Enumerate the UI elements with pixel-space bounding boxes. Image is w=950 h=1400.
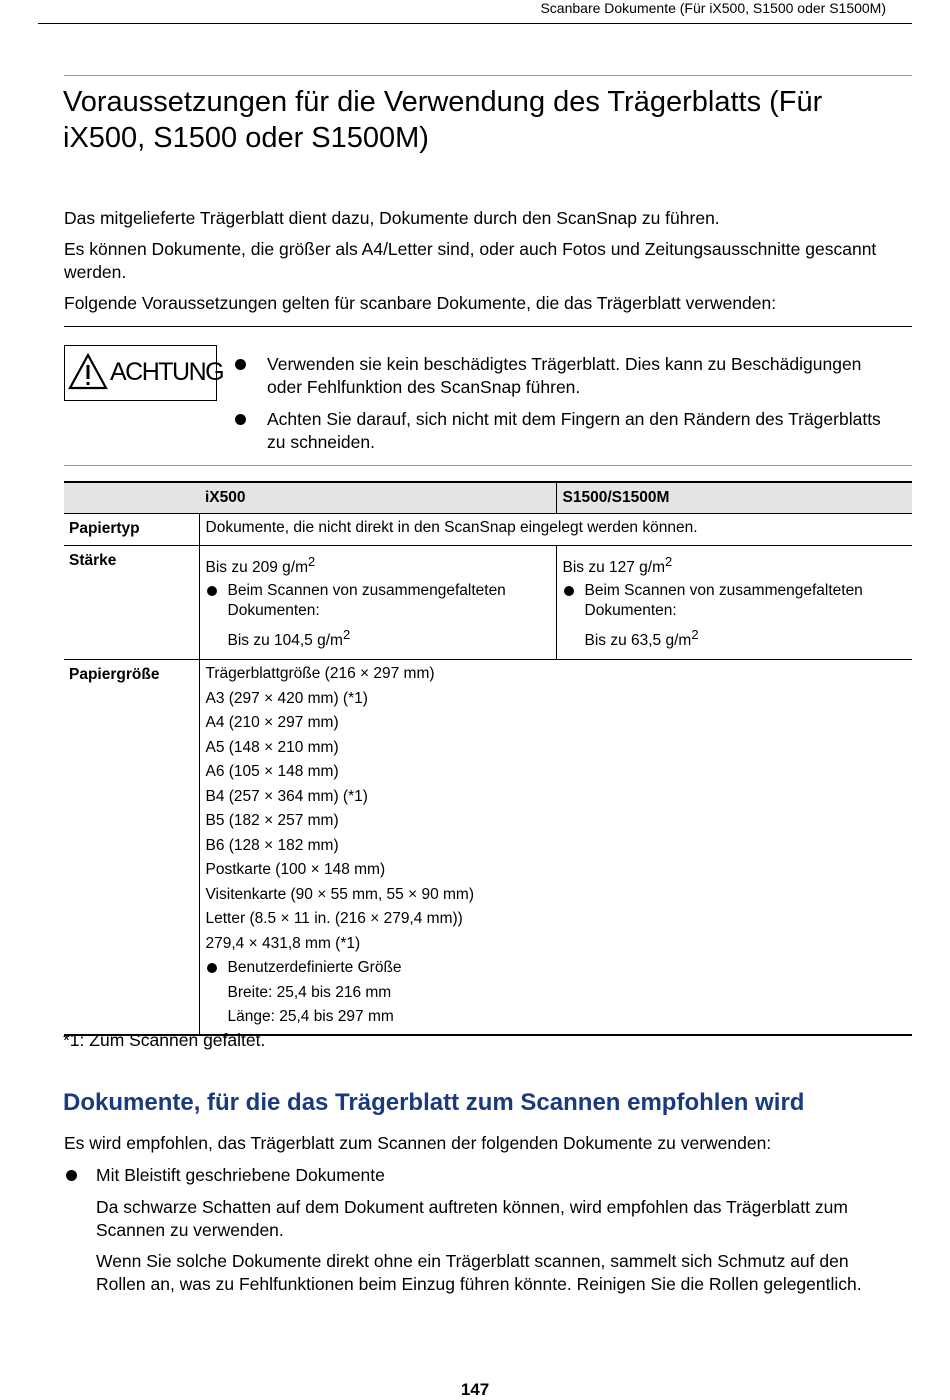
table-row-papiergroesse [64,660,912,1035]
warning-item-2: Achten Sie darauf, sich nicht mit dem Fingern an den Rändern des Trägerblatts zu schneiden. [267,409,881,452]
page-number: 147 [460,1380,490,1399]
running-header: Scanbare Dokumente (Für iX500, S1500 oder S1500M) [540,0,886,16]
custom-size-width: Breite: 25,4 bis 216 mm [227,983,392,1001]
staerke-s1500-sub: Bis zu 63,5 g/m [584,631,692,649]
size-item: B5 (182 × 257 mm) [205,812,339,830]
bullet-icon [207,963,217,973]
bullet-icon [207,586,217,596]
table-row-staerke [64,546,912,660]
table-header-s1500: S1500/S1500M [556,482,912,514]
warning-top-rule [64,326,912,327]
size-item: A3 (297 × 420 mm) (*1) [205,689,368,707]
bullet-icon [66,1170,77,1181]
staerke-s1500-bullet: Beim Scannen von zusammengefalteten Dokumenten: [584,581,863,619]
custom-size-bullet: Benutzerdefinierte Größe [227,959,402,977]
section-paragraph-1: Da schwarze Schatten auf dem Dokument auftreten können, wird empfohlen das Trägerblatt zum Scannen zu verwenden. [96,1197,848,1240]
unit-superscript: 2 [665,554,673,569]
staerke-ix500-main: Bis zu 209 g/m [205,559,309,577]
size-item: Letter (8.5 × 11 in. (216 × 279,4 mm)) [205,910,463,928]
warning-item-1: Verwenden sie kein beschädigtes Trägerblatt. Dies kann zu Beschädigungen oder Fehlfunktion des ScanSnap führen. [267,354,862,397]
staerke-ix500-cell [199,546,556,660]
spec-table [64,481,912,1036]
size-item: A4 (210 × 297 mm) [205,714,339,732]
size-item: A5 (148 × 210 mm) [205,738,339,756]
staerke-ix500-bullet: Beim Scannen von zusammengefalteten Dokumenten: [227,581,506,619]
staerke-s1500-main: Bis zu 127 g/m [562,559,666,577]
table-header-row [64,482,912,514]
warning-bottom-rule [64,465,912,466]
size-item: Postkarte (100 × 148 mm) [205,861,386,879]
papiergroesse-cell [199,660,556,1035]
table-row-papiertyp [64,514,912,546]
unit-superscript: 2 [308,554,316,569]
section-bullet: Mit Bleistift geschriebene Dokumente [96,1165,385,1185]
staerke-ix500-sub: Bis zu 104,5 g/m [227,631,343,649]
custom-size-length: Länge: 25,4 bis 297 mm [227,1008,394,1026]
row-label-papiertyp: Papiertyp [64,514,199,546]
section-heading: Dokumente, für die das Trägerblatt zum Scannen empfohlen wird [63,1089,805,1116]
staerke-s1500-cell [556,546,912,660]
bullet-icon [235,414,246,425]
size-item: B6 (128 × 182 mm) [205,836,339,854]
bullet-icon [564,586,574,596]
intro-paragraph-1: Das mitgelieferte Trägerblatt dient dazu, Dokumente durch den ScanSnap zu führen. [64,208,720,228]
intro-paragraph-2: Es können Dokumente, die größer als A4/Letter sind, oder auch Fotos und Zeitungsausschnitte gescannt werden. [64,239,877,282]
unit-superscript: 2 [342,626,351,642]
unit-superscript: 2 [691,626,699,642]
row-label-staerke: Stärke [64,546,199,660]
size-item: Trägerblattgröße (216 × 297 mm) [205,665,435,683]
table-header-empty [64,482,199,514]
size-item: Visitenkarte (90 × 55 mm, 55 × 90 mm) [205,885,474,903]
warning-label: ACHTUNG [110,358,224,386]
row-label-papiergroesse: Papiergröße [64,660,199,1035]
section-paragraph-2: Wenn Sie solche Dokumente direkt ohne ein Trägerblatt scannen, sammelt sich Schmutz auf den Rollen an, was zu Fehlfunktionen beim Einzug führen könnte. Reinigen Sie die Rollen gelegentlich. [96,1251,862,1294]
size-item: A6 (105 × 148 mm) [205,763,339,781]
warning-triangle-icon [68,352,108,392]
bullet-icon [235,359,246,370]
title-rule [64,75,912,76]
section-intro: Es wird empfohlen, das Trägerblatt zum Scannen der folgenden Dokumente zu verwenden: [64,1133,772,1153]
warning-box [64,345,224,401]
papiergroesse-empty-cell [556,660,912,1035]
page-title: Voraussetzungen für die Verwendung des Trägerblatts (Für iX500, S1500 oder S1500M) [63,86,823,154]
size-item: B4 (257 × 364 mm) (*1) [205,787,368,805]
size-item: 279,4 × 431,8 mm (*1) [205,934,361,952]
table-header-ix500: iX500 [199,482,556,514]
intro-paragraph-3: Folgende Voraussetzungen gelten für scanbare Dokumente, die das Trägerblatt verwenden: [64,293,777,313]
header-rule [38,23,912,24]
papiertyp-value: Dokumente, die nicht direkt in den ScanSnap eingelegt werden können. [199,514,912,546]
footnote: *1: Zum Scannen gefaltet. [63,1030,266,1050]
